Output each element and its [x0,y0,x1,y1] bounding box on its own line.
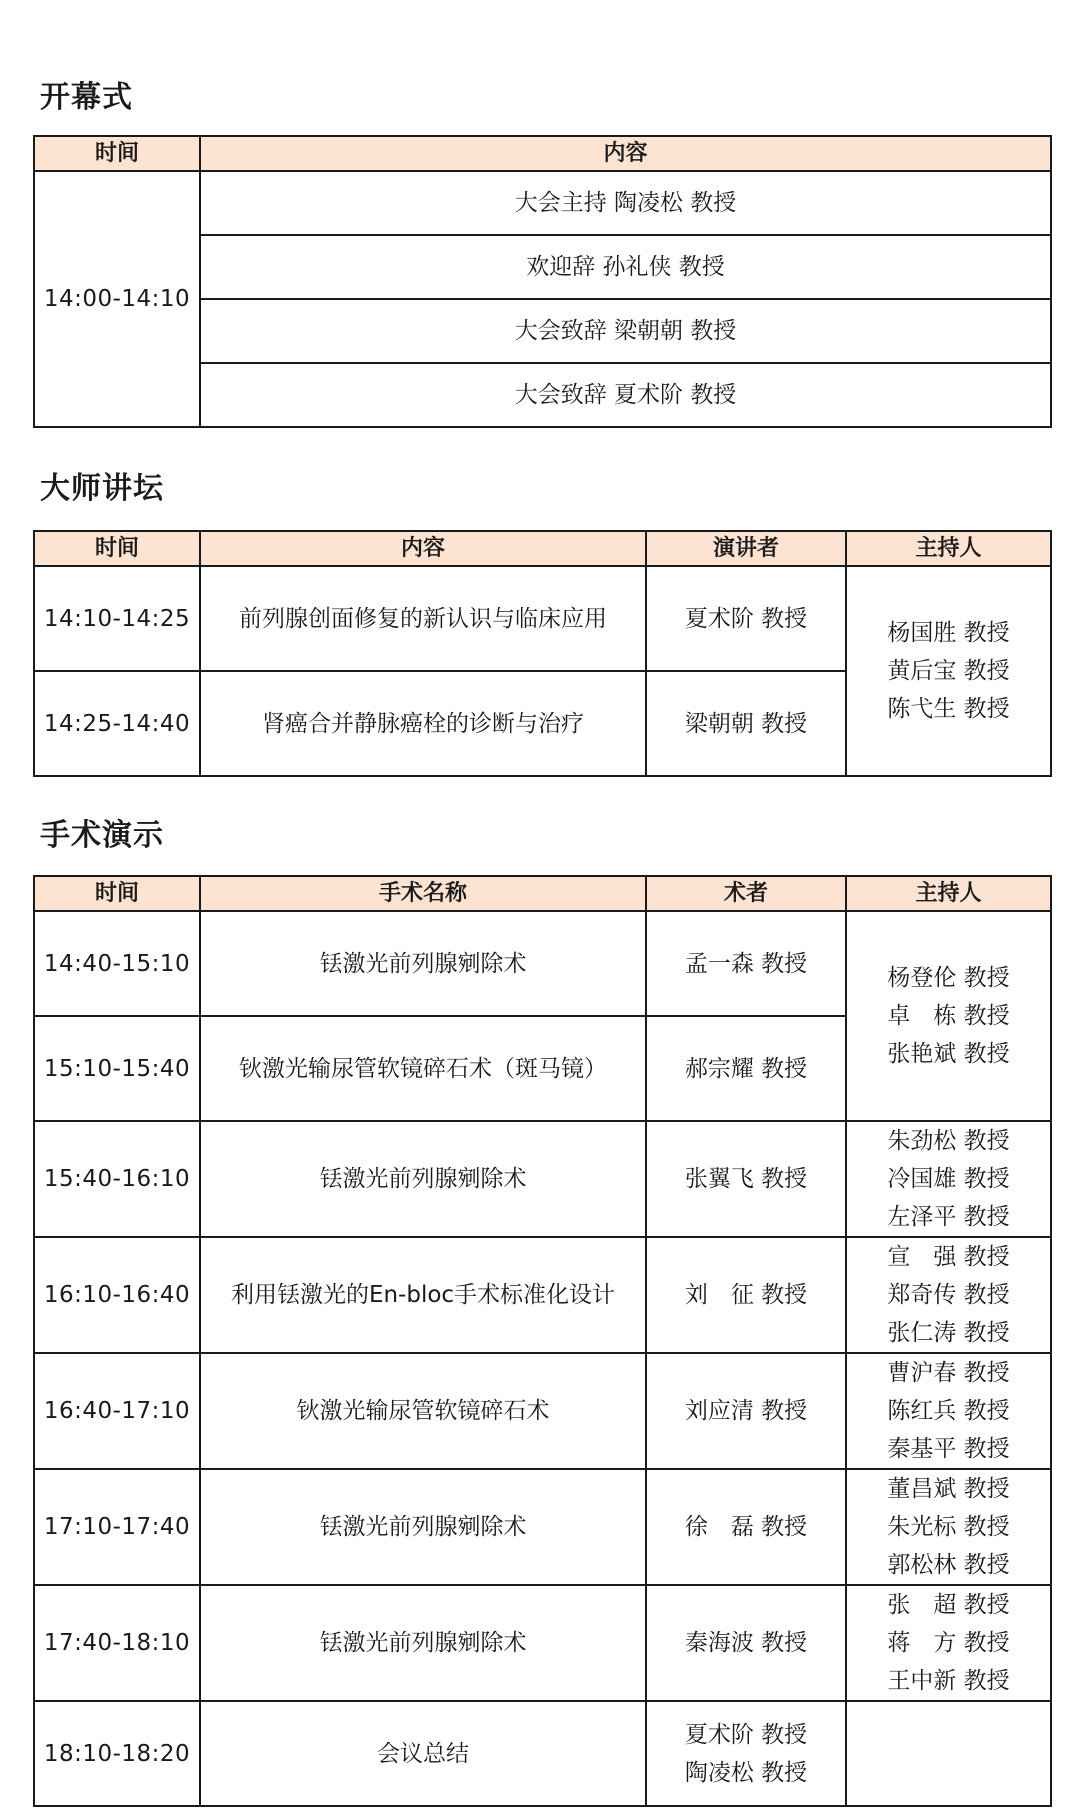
operator-name: 夏术阶 教授 [684,1721,808,1748]
host-name: 张 超 教授 [887,1592,1010,1618]
host-name: 黄后宝 教授 [887,658,1010,684]
time-cell: 16:40-17:10 [34,1353,200,1469]
time-cell: 14:40-15:10 [34,911,200,1016]
host-cell [846,1237,1051,1353]
content-cell: 欢迎辞 孙礼侠 教授 [200,235,1051,299]
host-name: 杨登伦 教授 [887,965,1010,991]
section-title-surgery-demo: 手术演示 [40,818,164,853]
table-row [34,1353,1051,1469]
section-title-master-forum: 大师讲坛 [40,471,164,506]
time-cell: 16:10-16:40 [34,1237,200,1353]
time-cell: 18:10-18:20 [34,1701,200,1806]
operator-cell [646,1701,846,1806]
operator-cell [646,1585,846,1701]
operator-name: 陶凌松 教授 [684,1759,808,1786]
table-row [34,1237,1051,1353]
table-row [34,171,1051,235]
table-row [34,1469,1051,1585]
host-cell [846,1353,1051,1469]
host-name: 卓 栋 教授 [887,1003,1010,1029]
host-name: 郭松林 教授 [887,1552,1010,1578]
operator-name: 秦海波 教授 [684,1630,808,1656]
header-surgery-name: 手术名称 [200,876,646,911]
table-row [34,911,1051,1016]
table-row [34,1121,1051,1237]
host-name: 宣 强 教授 [887,1244,1010,1270]
host-name: 郑奇传 教授 [887,1282,1010,1308]
host-cell-empty [846,1701,1051,1806]
speaker-cell: 夏术阶 教授 [646,566,846,671]
header-time: 时间 [34,136,200,171]
surgery-cell: 铥激光前列腺剜除术 [200,1585,646,1701]
operator-cell [646,911,846,1016]
host-name: 秦基平 教授 [887,1436,1010,1462]
time-cell: 17:40-18:10 [34,1585,200,1701]
operator-name: 刘 征 教授 [684,1282,808,1308]
operator-name: 孟一森 教授 [684,950,808,977]
operator-cell [646,1353,846,1469]
header-operator: 术者 [646,876,846,911]
host-cell [846,1121,1051,1237]
header-content: 内容 [200,136,1051,171]
table-header-row [34,876,1051,911]
operator-cell [646,1469,846,1585]
header-time: 时间 [34,531,200,566]
header-speaker: 演讲者 [646,531,846,566]
surgery-cell: 利用铥激光的En-bloc手术标准化设计 [200,1237,646,1353]
content-cell: 大会致辞 梁朝朝 教授 [200,299,1051,363]
surgery-cell: 钬激光输尿管软镜碎石术（斑马镜） [200,1016,646,1121]
surgery-cell: 铥激光前列腺剜除术 [200,1121,646,1237]
surgery-demo-table [33,875,1052,1807]
host-cell [846,911,1051,1121]
master-forum-table [33,530,1052,777]
time-cell: 15:40-16:10 [34,1121,200,1237]
operator-cell [646,1121,846,1237]
operator-cell [646,1016,846,1121]
host-name: 蒋 方 教授 [887,1630,1010,1656]
header-host: 主持人 [846,876,1051,911]
host-name: 王中新 教授 [887,1668,1010,1694]
time-cell: 17:10-17:40 [34,1469,200,1585]
opening-ceremony-table [33,135,1052,428]
surgery-cell: 铥激光前列腺剜除术 [200,911,646,1016]
operator-name: 刘应清 教授 [684,1398,808,1424]
content-cell: 大会致辞 夏术阶 教授 [200,363,1051,427]
content-cell: 肾癌合并静脉癌栓的诊断与治疗 [200,671,646,776]
table-header-row [34,531,1051,566]
host-cell [846,566,1051,776]
surgery-cell: 铥激光前列腺剜除术 [200,1469,646,1585]
operator-name: 郝宗耀 教授 [684,1055,808,1082]
operator-name: 徐 磊 教授 [684,1514,808,1540]
surgery-cell: 会议总结 [200,1701,646,1806]
operator-cell [646,1237,846,1353]
host-cell [846,1469,1051,1585]
header-time: 时间 [34,876,200,911]
content-cell: 大会主持 陶凌松 教授 [200,171,1051,235]
host-name: 张仁涛 教授 [887,1320,1010,1346]
time-cell: 15:10-15:40 [34,1016,200,1121]
header-host: 主持人 [846,531,1051,566]
host-name: 杨国胜 教授 [887,620,1010,646]
header-content: 内容 [200,531,646,566]
host-name: 张艳斌 教授 [887,1041,1010,1067]
table-header-row [34,136,1051,171]
table-row [34,566,1051,671]
speaker-cell: 梁朝朝 教授 [646,671,846,776]
host-name: 董昌斌 教授 [887,1476,1010,1502]
time-cell: 14:25-14:40 [34,671,200,776]
time-cell: 14:10-14:25 [34,566,200,671]
host-name: 曹沪春 教授 [887,1360,1010,1386]
content-cell: 前列腺创面修复的新认识与临床应用 [200,566,646,671]
host-cell [846,1585,1051,1701]
surgery-cell: 钬激光输尿管软镜碎石术 [200,1353,646,1469]
host-name: 陈弋生 教授 [887,696,1010,722]
table-row [34,1585,1051,1701]
section-title-opening: 开幕式 [40,80,133,115]
host-name: 朱光标 教授 [887,1514,1010,1540]
host-name: 朱劲松 教授 [887,1128,1010,1154]
host-name: 冷国雄 教授 [887,1166,1010,1192]
operator-name: 张翼飞 教授 [684,1166,808,1192]
time-cell: 14:00-14:10 [34,171,200,427]
host-name: 左泽平 教授 [887,1204,1010,1230]
table-row [34,1701,1051,1806]
host-name: 陈红兵 教授 [887,1398,1010,1424]
